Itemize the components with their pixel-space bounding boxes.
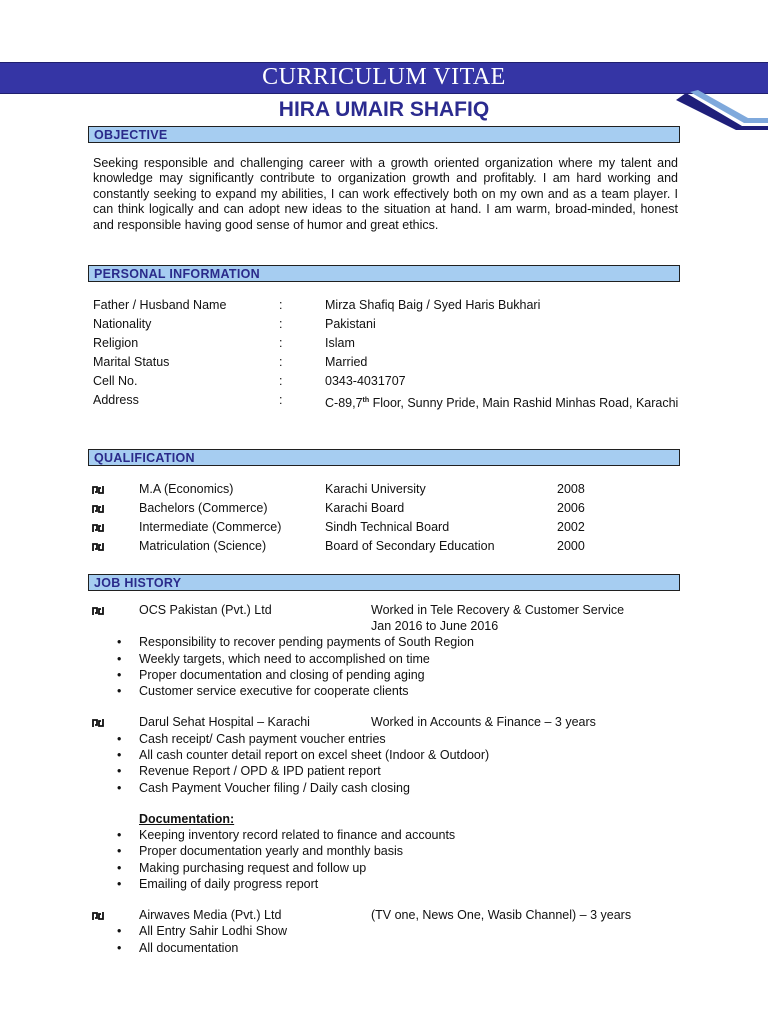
- job-duty: • All Entry Sahir Lodhi Show: [117, 924, 287, 938]
- job-duty: • Weekly targets, which need to accomplished on time: [117, 652, 430, 666]
- qualification-year: 2000: [557, 539, 585, 553]
- job-duty: • Cash receipt/ Cash payment voucher entries: [117, 732, 386, 746]
- document-title: CURRICULUM VITAE: [262, 64, 506, 90]
- qualification-year: 2006: [557, 501, 585, 515]
- qualification-degree: Intermediate (Commerce): [139, 520, 282, 534]
- qualification-degree: Matriculation (Science): [139, 539, 267, 553]
- personal-colon: :: [279, 336, 283, 350]
- job-role: Worked in Accounts & Finance – 3 years: [371, 715, 596, 729]
- personal-colon: :: [279, 355, 283, 369]
- qualification-institute: Sindh Technical Board: [325, 520, 450, 534]
- personal-value-marital: Married: [325, 355, 368, 369]
- personal-value-religion: Islam: [325, 336, 355, 350]
- documentation-duty: • Keeping inventory record related to finance and accounts: [117, 828, 456, 842]
- personal-value-address: C-89,7th Floor, Sunny Pride, Main Rashid Minhas Road, Karachi: [325, 396, 679, 411]
- personal-colon: :: [279, 374, 283, 388]
- personal-label: Marital Status: [93, 355, 170, 369]
- job-duty: • Proper documentation and closing of pending aging: [117, 668, 425, 682]
- wave-bullet-icon: [92, 605, 104, 617]
- wave-bullet-icon: [92, 717, 104, 729]
- documentation-heading: Documentation:: [139, 812, 235, 826]
- qualification-institute: Karachi University: [325, 482, 426, 496]
- wave-bullet-icon: [92, 484, 104, 496]
- job-duty: • Responsibility to recover pending payments of South Region: [117, 635, 474, 649]
- section-personal-heading: PERSONAL INFORMATION: [88, 265, 680, 282]
- wave-bullet-icon: [92, 541, 104, 553]
- documentation-duty: • Making purchasing request and follow up: [117, 861, 367, 875]
- personal-value-nationality: Pakistani: [325, 317, 376, 331]
- personal-label: Cell No.: [93, 374, 138, 388]
- personal-colon: :: [279, 393, 283, 407]
- personal-label: Father / Husband Name: [93, 298, 227, 312]
- objective-text: Seeking responsible and challenging career with a growth oriented organization where my talent and knowledge may significantly contribute to organization growth and profitably. I am hard working and constantly seeking to expand my abilities, I can work effectively both on my own and as a team player. I can think logically and can adopt new ideas to the situation at hand. I am warm, broad-minded, honest and responsible having good sense of humor and great ethics.: [93, 156, 678, 232]
- candidate-name: HIRA UMAIR SHAFIQ: [278, 98, 490, 121]
- personal-colon: :: [279, 317, 283, 331]
- wave-bullet-icon: [92, 522, 104, 534]
- personal-value-cell: 0343-4031707: [325, 374, 406, 388]
- job-company: Darul Sehat Hospital – Karachi: [139, 715, 310, 729]
- qualification-institute: Board of Secondary Education: [325, 539, 495, 553]
- section-objective-heading: OBJECTIVE: [88, 126, 680, 143]
- job-company: Airwaves Media (Pvt.) Ltd: [139, 908, 282, 922]
- job-duty: • All documentation: [117, 941, 239, 955]
- job-duty: • Cash Payment Voucher filing / Daily cash closing: [117, 781, 410, 795]
- qualification-year: 2008: [557, 482, 585, 496]
- documentation-duty: • Proper documentation yearly and monthly basis: [117, 844, 404, 858]
- job-duty: • All cash counter detail report on excel sheet (Indoor & Outdoor): [117, 748, 490, 762]
- wave-bullet-icon: [92, 910, 104, 922]
- job-role: Worked in Tele Recovery & Customer Service: [371, 603, 625, 617]
- wave-bullet-icon: [92, 503, 104, 515]
- qualification-degree: Bachelors (Commerce): [139, 501, 268, 515]
- section-qualification-heading: QUALIFICATION: [88, 449, 680, 466]
- personal-label: Religion: [93, 336, 139, 350]
- section-job-history-heading: JOB HISTORY: [88, 574, 680, 591]
- job-duty: • Revenue Report / OPD & IPD patient report: [117, 764, 381, 778]
- personal-label: Address: [93, 393, 139, 407]
- qualification-institute: Karachi Board: [325, 501, 405, 515]
- job-period: Jan 2016 to June 2016: [371, 619, 499, 633]
- personal-colon: :: [279, 298, 283, 312]
- personal-label: Nationality: [93, 317, 152, 331]
- job-role: (TV one, News One, Wasib Channel) – 3 years: [371, 908, 632, 922]
- job-duty: • Customer service executive for cooperate clients: [117, 684, 409, 698]
- qualification-year: 2002: [557, 520, 585, 534]
- personal-value-father: Mirza Shafiq Baig / Syed Haris Bukhari: [325, 298, 541, 312]
- job-company: OCS Pakistan (Pvt.) Ltd: [139, 603, 272, 617]
- qualification-degree: M.A (Economics): [139, 482, 234, 496]
- documentation-duty: • Emailing of daily progress report: [117, 877, 319, 891]
